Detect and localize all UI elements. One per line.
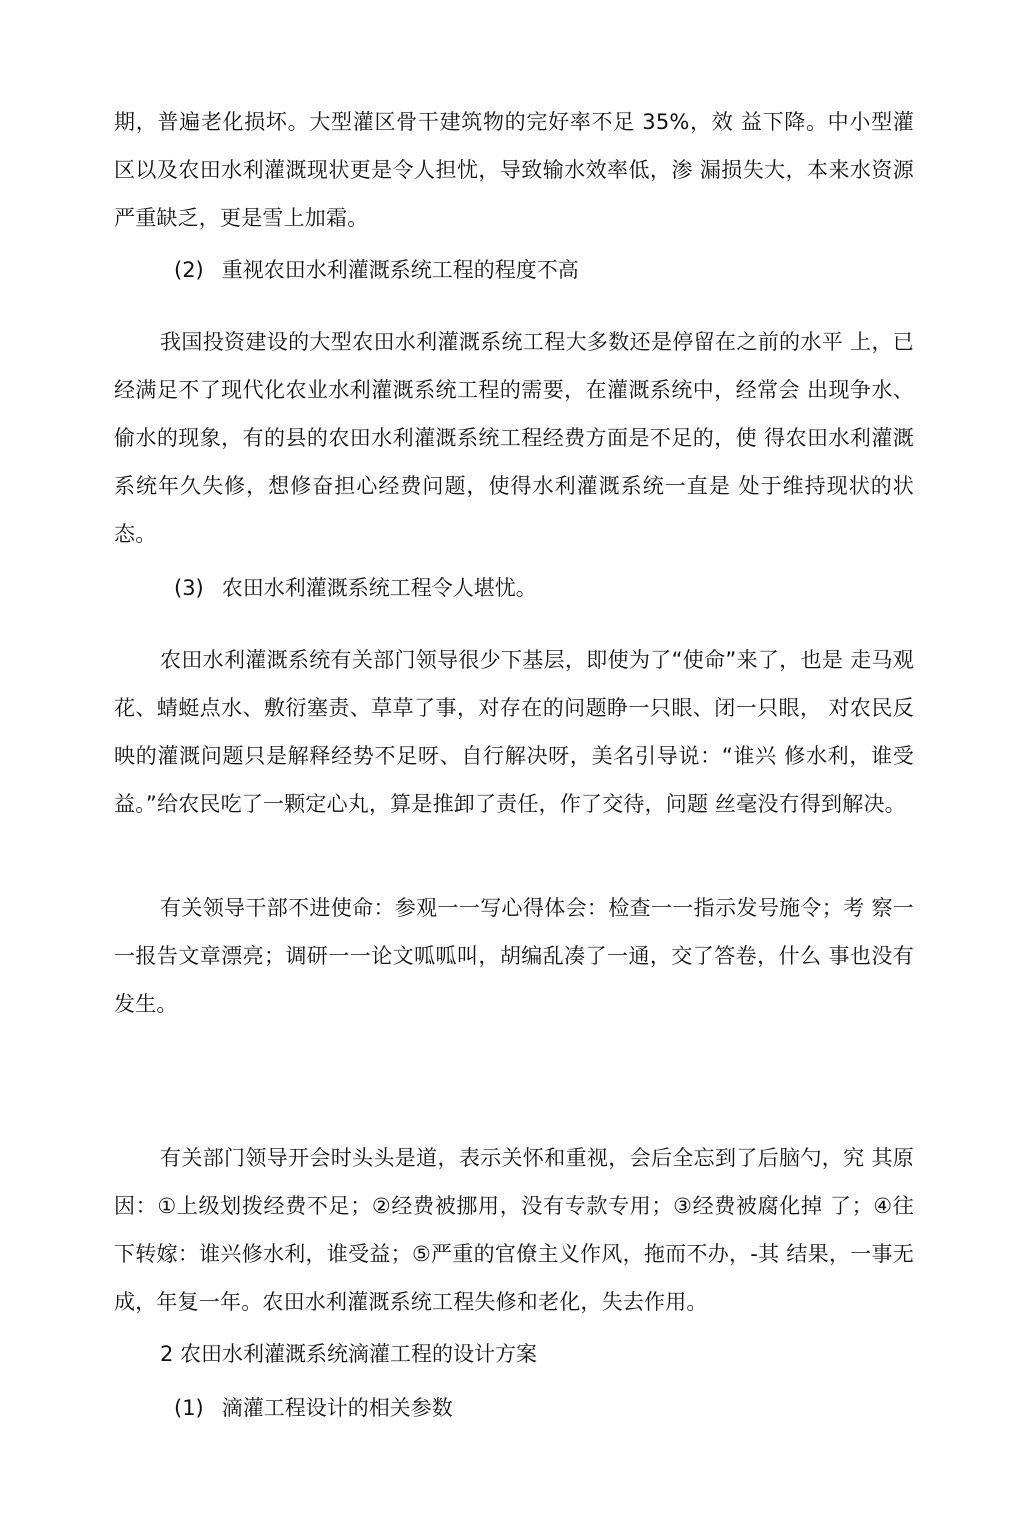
subheading-text: 农田水利灌溉系统工程令人堪忧。 <box>221 576 537 600</box>
subheading-number: (2) <box>174 258 204 282</box>
subheading-number: (1) <box>174 1396 204 1420</box>
subheading-text: 滴灌工程设计的相关参数 <box>221 1396 453 1420</box>
subheading-1 <box>174 1384 453 1432</box>
paragraph-leadership: 农田水利灌溉系统有关部门领导很少下基层，即使为了“使命”来了，也是 走马观花、蜻蜓点水、敷衍塞责、草草了事，对存在的问题睁一只眼、闭一只眼， 对农民反映的灌溉问题只是解释经势不足呀、自行解决呀，美名引导说：“谁兴 修水利，谁受益。”给农民吃了一颗定心丸，算是推卸了责任，作了交待，问题 丝毫没冇得到解决。 <box>114 648 914 816</box>
paragraph-officials: 有关领导干部不进使命：参观一一写心得体会：检查一一指示发号施令；考 察一一报告文章漂亮；调研一一论文呱呱叫，胡编乱凑了一通，交了答卷，什么 事也没有发生。 <box>114 896 914 1016</box>
paragraph-investment: 我国投资建设的大型农田水利灌溉系统工程大多数还是停留在之前的水平 上，已经满足不了现代化农业水利灌溉系统工程的需要，在灌溉系统中，经常会 出现争水、偷水的现象，有的县的农田水利灌溉系统工程经费方面是不足的，使 得农田水利灌溉系统年久失修，想修奋担心经费问题，使得水利灌溉系统一直是 处于维持现状的状态。 <box>114 330 914 546</box>
paragraph-aging-facilities: 期，普遍老化损坏。大型灌区骨干建筑物的完好率不足 35%，效 益下降。中小型灌区以及农田水利灌溉现状更是令人担忧，导致输水效率低，渗 漏损失大，本来水资源严重缺乏，更是雪上加霜。 <box>114 110 914 230</box>
subheading-text: 重视农田水利灌溉系统工程的程度不高 <box>221 258 579 282</box>
subheading-2 <box>174 246 579 294</box>
paragraph-causes: 有关部门领导开会时头头是道，表示关怀和重视，会后全忘到了后脑勺，究 其原因：①上级划拨经费不足；②经费被挪用，没有专款专用；③经费被腐化掉 了；④往下转嫁：谁兴修水利，谁受益；⑤严重的官僚主义作风，拖而不办，-其 结果，一事无成，年复一年。农田水利灌溉系统工程失修和老化，失去作用。 <box>114 1146 914 1314</box>
subheading-number: (3) <box>174 576 204 600</box>
subheading-3 <box>174 564 537 612</box>
section-title: 2 农田水利灌溉系统滴灌工程的设计方案 <box>160 1342 538 1366</box>
